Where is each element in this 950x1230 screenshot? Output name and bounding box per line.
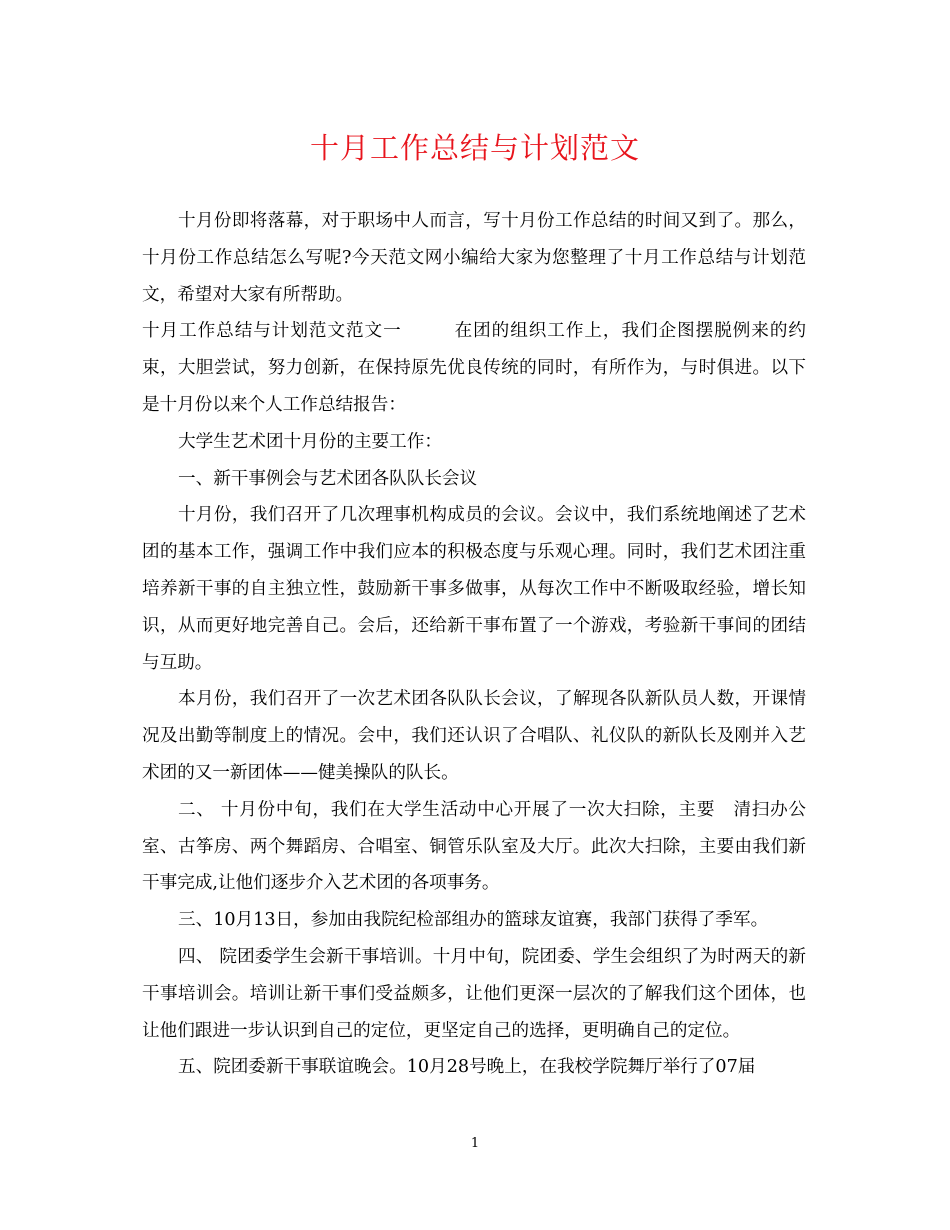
section-heading: 十月工作总结与计划范文范文一 <box>142 321 402 342</box>
body-paragraph-party: 五、院团委新干事联谊晚会。10月28号晚上，在我校学院舞厅举行了07届 <box>178 1057 756 1078</box>
body-paragraph-meetings: 十月份，我们召开了几次理事机构成员的会议。会议中，我们系统地阐述了艺术团的基本工作，强调工作中我们应本的积极态度与乐观心理。同时，我们艺术团注重培养新干事的自主独立性，鼓励新干事多做事，从每次工作中不断吸取经验，增长知识，从而更好地完善自己。会后，还给新干事布置了一个游戏，考验新干事间的团结与互助。 <box>142 505 806 673</box>
body-paragraph-training: 四、 院团委学生会新干事培训。十月中旬，院团委、学生会组织了为时两天的新干事培训会。培训让新干事们受益颇多，让他们更深一层次的了解我们这个团体，也让他们跟进一步认识到自己的定位，更坚定自己的选择，更明确自己的定位。 <box>142 946 806 1041</box>
section-paragraph <box>142 313 806 423</box>
document-title: 十月工作总结与计划范文 <box>309 131 640 165</box>
body-paragraph-captains-meeting: 本月份，我们召开了一次艺术团各队队长会议，了解现各队新队员人数，开课情况及出勤等制度上的情况。会中，我们还认识了合唱队、礼仪队的新队长及刚并入艺术团的又一新团体——健美操队的队长。 <box>142 689 806 783</box>
section-lead: 在团的组织工作上，我们企图摆脱例来的约束，大胆尝试，努力创新，在保持原先优良传统的同时，有所作为，与时俱进。以下是十月份以来个人工作总结报告： <box>142 321 806 415</box>
page-number: 1 <box>470 1136 480 1151</box>
intro-paragraph: 十月份即将落幕，对于职场中人而言，写十月份工作总结的时间又到了。那么，十月份工作总结怎么写呢?今天范文网小编给大家为您整理了十月工作总结与计划范文，希望对大家有所帮助。 <box>142 211 806 305</box>
document-body <box>142 203 806 1086</box>
body-paragraph-cleaning: 二、 十月份中旬，我们在大学生活动中心开展了一次大扫除，主要 清扫办公室、古筝房、两个舞蹈房、合唱室、铜管乐队室及大厅。此次大扫除，主要由我们新干事完成,让他们逐步介入艺术团的各项事务。 <box>142 799 806 894</box>
body-paragraph-item-1-heading: 一、新干事例会与艺术团各队队长会议 <box>178 468 478 489</box>
body-paragraph-tasks-heading: 大学生艺术团十月份的主要工作： <box>178 431 442 452</box>
body-paragraph-basketball: 三、10月13日，参加由我院纪检部组办的篮球友谊赛，我部门获得了季军。 <box>178 910 769 931</box>
